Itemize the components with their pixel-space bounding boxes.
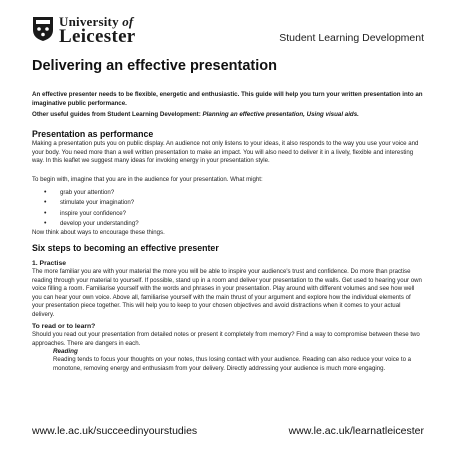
section-heading-six-steps: Six steps to becoming an effective presenter — [32, 243, 219, 253]
university-crest-icon — [32, 16, 54, 42]
page-header — [32, 14, 424, 46]
bullet-list — [44, 188, 139, 230]
other-guides-titles: Planning an effective presentation, Using visual aids. — [202, 111, 359, 118]
paragraph-reading: Reading tends to focus your thoughts on your notes, thus losing contact with your audience. Reading can also reduce your voice to a monotone, removing energy and enthusiasm from your delivery. Directly addressing your audience is much more engaging. — [53, 356, 412, 372]
logo-wordmark-top: University of — [59, 14, 134, 29]
list-item: • grab your attention? — [44, 188, 139, 198]
logo-wordmark-name: Leicester — [59, 26, 136, 47]
paragraph-practise: The more familiar you are with your material the more you will be able to inspire your audience's trust and confidence. Do more than practise reading through your material to yourself. If possible, stand up in a room and deliver your presentation to the walls. Get used to hearing your own voice filling a room. Familiarise yourself with the words and phrases in your presentation. Play around with different volumes and see how well you can hear your own voice. Above all, familiarise yourself with the main thrust of your argument and explore how the individual elements of your presentation piece together. This will help you to keep to your chosen objectives and avoid distractions when it comes to your actual delivery. — [32, 268, 422, 318]
page-title: Delivering an effective presentation — [32, 58, 277, 74]
paragraph-imagine: To begin with, imagine that you are in the audience for your presentation. What might: — [32, 176, 263, 183]
paragraph-encourage: Now think about ways to encourage these things. — [32, 229, 165, 236]
department-name: Student Learning Development — [279, 32, 424, 44]
list-item: • stimulate your imagination? — [44, 198, 139, 208]
other-guides-line — [32, 111, 424, 120]
paragraph-read-or-learn: Should you read out your presentation from detailed notes or present it completely from memory? Find a way to compromise between these two approaches. There are dangers in each. — [32, 331, 420, 347]
subheading-read-or-learn: To read or to learn? — [32, 323, 96, 330]
other-guides-label: Other useful guides from Student Learning Development: — [32, 111, 201, 118]
intro-paragraph: An effective presenter needs to be flexible, energetic and enthusiastic. This guide will help you turn your written presentation into an imaginative public performance. — [32, 91, 423, 107]
footer-link-succeed[interactable]: www.le.ac.uk/succeedinyourstudies — [32, 425, 198, 437]
subheading-reading: Reading — [53, 348, 78, 355]
list-item: • inspire your confidence? — [44, 209, 139, 219]
footer-link-learn[interactable]: www.le.ac.uk/learnatleicester — [288, 425, 424, 437]
section-heading-performance: Presentation as performance — [32, 129, 154, 139]
list-item: • develop your understanding? — [44, 219, 139, 229]
step-heading-practise: 1. Practise — [32, 260, 67, 267]
paragraph-public-display: Making a presentation puts you on public display. An audience not only listens to your ideas, it also responds to the way you use your voice and your body. You need more than a well written presentation to make an impact. You will also need to deliver it in a lively, flexible and interesting way. In this leaflet we suggest many ideas for invoking energy in your presentation style. — [32, 140, 419, 165]
